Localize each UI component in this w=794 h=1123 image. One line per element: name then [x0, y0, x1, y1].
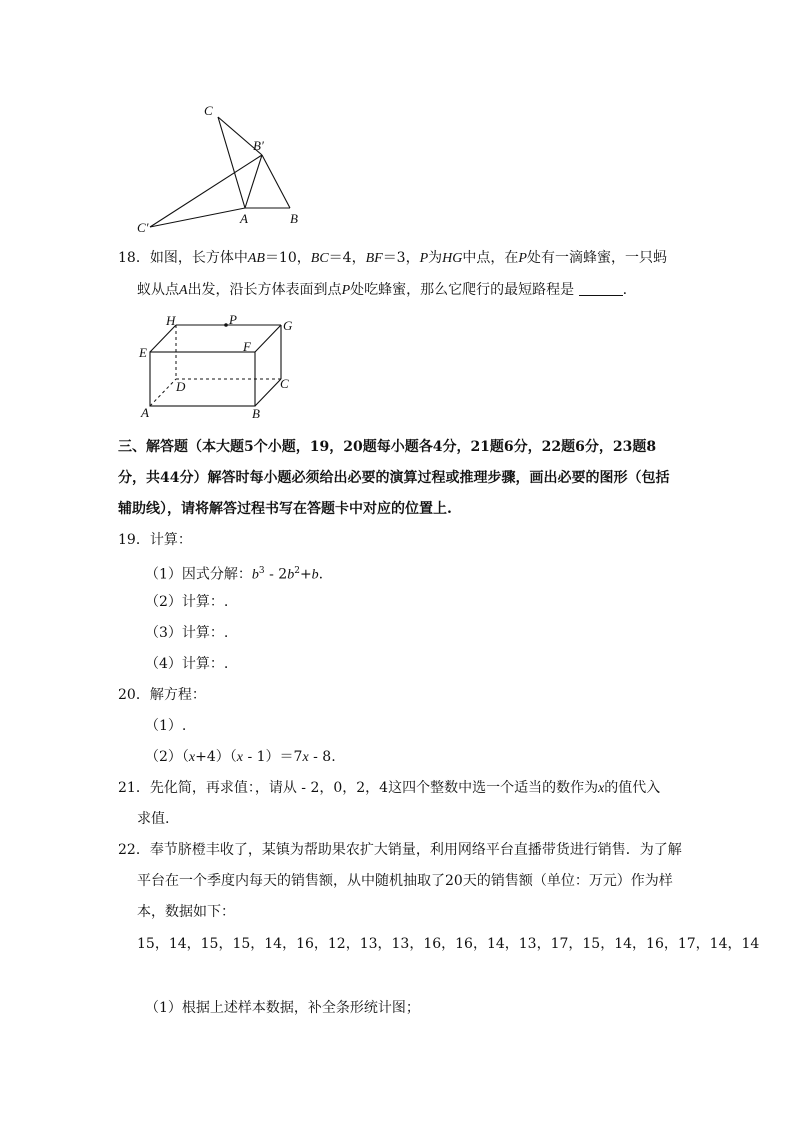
q22-line2: 平台在一个季度内每天的销售额，从中随机抽取了20天的销售额（单位：万元）作为样: [137, 873, 673, 889]
q20-title: 20．解方程：: [118, 687, 206, 703]
q19-part2: （2）计算：.: [145, 594, 229, 610]
q21-line2: 求值.: [137, 811, 170, 827]
label-b-prime: B′: [253, 138, 264, 153]
section3-line1: 三、解答题（本大题5个小题，19，20题每小题各4分，21题6分，22题6分，23题8: [118, 439, 657, 455]
label-e: E: [139, 345, 147, 360]
q18-line2: 蚁从点A出发，沿长方体表面到点P处吃蜂蜜，那么它爬行的最短路程是 .: [137, 282, 628, 298]
q19-title: 19．计算：: [118, 532, 192, 548]
q22-line1: 22．奉节脐橙丰收了，某镇为帮助果农扩大销量，利用网络平台直播带货进行销售．为了解: [118, 842, 682, 858]
q22-part1: （1）根据上述样本数据，补全条形统计图；: [145, 1000, 420, 1016]
label-c: C: [280, 376, 289, 391]
q22-line3: 本，数据如下：: [137, 904, 235, 920]
q21-line1: 21．先化简，再求值：，请从 - 2，0，2，4这四个整数中选一个适当的数作为x的值代入: [118, 780, 661, 796]
cuboid-figure: [130, 310, 310, 425]
q19-part3: （3）计算：.: [145, 625, 229, 641]
q18-line1: 18．如图，长方体中AB＝10，BC＝4，BF＝3，P为HG中点，在P处有一滴蜂蜜，一只蚂: [118, 250, 667, 266]
section3-line2: 分，共44分）解答时每小题必须给出必要的演算过程或推理步骤，画出必要的图形（包括: [118, 470, 670, 486]
q19-part1: （1）因式分解：$b^3 - 2b^2+b$.: [145, 566, 324, 583]
label-g: G: [283, 318, 293, 333]
label-p: P: [229, 312, 237, 327]
answer-blank[interactable]: [579, 281, 623, 296]
section3-line3: 辅助线），请将解答过程书写在答题卡中对应的位置上.: [118, 501, 452, 517]
label-d: D: [176, 379, 186, 394]
label-a: A: [141, 405, 149, 420]
q20-part2: （2）（x+4）（x - 1）＝7x - 8.: [145, 749, 336, 765]
q22-data: 15，14，15，15，14，16，12，13，13，16，16，14，13，17，15，14，16，17，14，14: [137, 936, 760, 952]
label-b: B: [252, 406, 260, 421]
label-c: C: [204, 103, 213, 118]
q19-part4: （4）计算：.: [145, 656, 229, 672]
triangle-figure: [130, 95, 320, 240]
label-b: B: [290, 211, 298, 226]
label-a: A: [240, 211, 248, 226]
label-c-prime: C′: [137, 220, 149, 235]
label-f: F: [243, 339, 251, 354]
q20-part1: （1）.: [145, 718, 187, 734]
label-h: H: [166, 313, 176, 328]
